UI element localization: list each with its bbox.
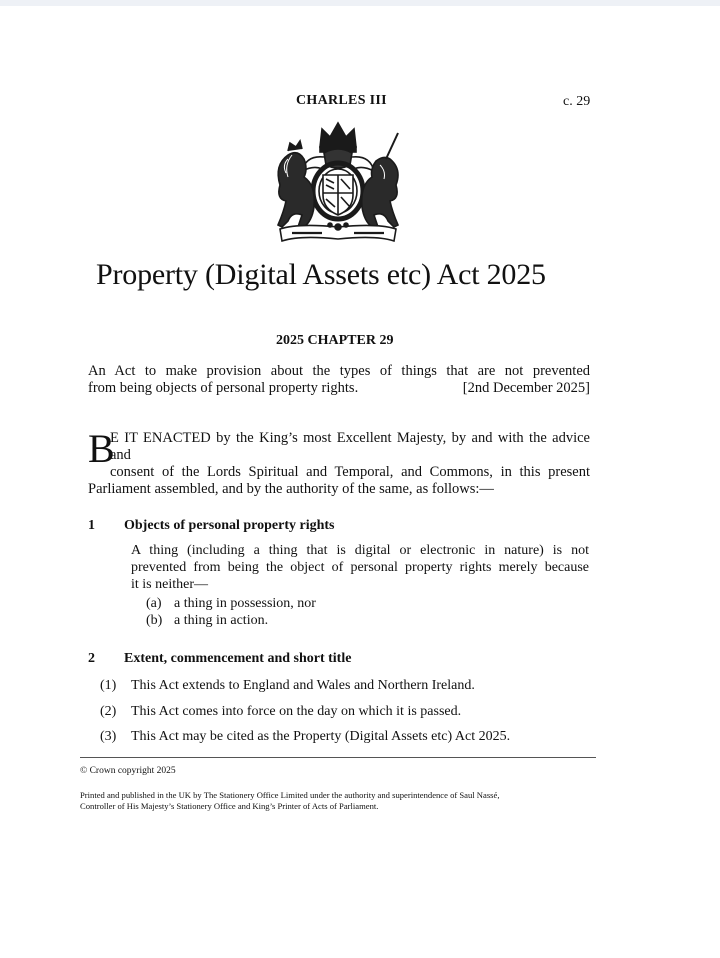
enacting-line-1-rest: by the King’s most Excellent Majesty, by and with the advice and bbox=[110, 430, 590, 463]
subsection-label: (1) bbox=[100, 678, 117, 693]
enacting-small-caps: E IT ENACTED bbox=[110, 430, 211, 446]
enacting-line-1 bbox=[88, 426, 590, 471]
section-2-number: 2 bbox=[88, 651, 95, 666]
section-2-subsection-3 bbox=[100, 728, 510, 745]
long-title-line-1: An Act to make provision about the types of things that are not prevented bbox=[88, 363, 590, 379]
enacting-formula bbox=[88, 426, 590, 498]
section-2-heading: Extent, commencement and short title bbox=[124, 651, 352, 666]
long-title-line-2-text: from being objects of personal property rights. bbox=[88, 380, 359, 396]
printer-notice-line-2: Controller of His Majesty’s Stationery Office and King’s Printer of Acts of Parliament. bbox=[80, 801, 379, 811]
printer-notice bbox=[80, 790, 600, 812]
act-title: Property (Digital Assets etc) Act 2025 bbox=[96, 258, 546, 291]
subsection-label: (2) bbox=[100, 704, 117, 719]
monarch-header: CHARLES III bbox=[296, 93, 387, 108]
crown-copyright: © Crown copyright 2025 bbox=[80, 766, 176, 776]
chapter-number: 2025 CHAPTER 29 bbox=[276, 333, 394, 348]
paragraph-label: (b) bbox=[146, 613, 163, 628]
section-2-subsection-1 bbox=[100, 677, 475, 694]
section-1-text bbox=[131, 542, 589, 593]
enacting-line-2: consent of the Lords Spiritual and Temporal, and Commons, in this present bbox=[110, 464, 590, 480]
long-title-line-2 bbox=[88, 380, 590, 397]
subsection-text: This Act comes into force on the day on which it is passed. bbox=[131, 704, 462, 719]
section-1-paragraph-a bbox=[146, 595, 316, 612]
section-1-text-line-1: A thing (including a thing that is digital or electronic in nature) is not bbox=[131, 543, 589, 558]
subsection-text: This Act extends to England and Wales and Northern Ireland. bbox=[131, 678, 475, 693]
drop-cap: B bbox=[88, 426, 115, 471]
section-2-subsection-2 bbox=[100, 703, 461, 720]
subsection-label: (3) bbox=[100, 729, 117, 744]
enacting-line-3: Parliament assembled, and by the authority of the same, as follows:— bbox=[88, 481, 494, 497]
chapter-reference: c. 29 bbox=[563, 94, 591, 109]
printer-notice-line-1: Printed and published in the UK by The Stationery Office Limited under the authority and superintendence of Saul Nassé, bbox=[80, 790, 500, 800]
paragraph-text: a thing in possession, nor bbox=[174, 596, 316, 611]
section-1-heading: Objects of personal property rights bbox=[124, 518, 335, 533]
long-title bbox=[88, 363, 590, 397]
top-strip bbox=[0, 0, 720, 6]
subsection-text: This Act may be cited as the Property (Digital Assets etc) Act 2025. bbox=[131, 729, 511, 744]
section-1-text-line-2: prevented from being the object of personal property rights merely because bbox=[131, 560, 589, 575]
footer-rule bbox=[80, 757, 596, 758]
paragraph-label: (a) bbox=[146, 596, 162, 611]
section-1-number: 1 bbox=[88, 518, 95, 533]
royal-assent-date: [2nd December 2025] bbox=[462, 380, 590, 396]
paragraph-text: a thing in action. bbox=[174, 613, 269, 628]
section-1-text-line-3: it is neither— bbox=[131, 577, 208, 592]
royal-coat-of-arms-icon bbox=[258, 115, 418, 245]
section-1-paragraph-b bbox=[146, 612, 268, 629]
